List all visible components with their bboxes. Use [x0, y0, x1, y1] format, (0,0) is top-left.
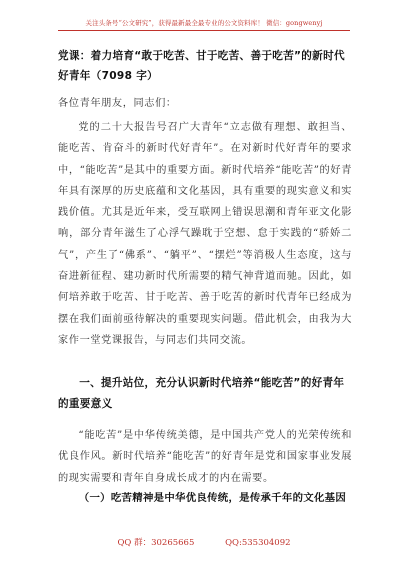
section-heading-1: 一、提升站位，充分认识新时代培养“能吃苦”的好青年的重要意义	[58, 377, 345, 410]
header-banner: 关注头条号“公文研究”，获得最新最全最专业的公文资料库！ 微信：gongwenyj	[85, 19, 323, 27]
footer-qq: QQ:535304092	[225, 538, 291, 548]
greeting: 各位青年朋友，同志们：	[58, 98, 177, 109]
footer-qq-group: QQ 群：30265665	[117, 538, 195, 548]
header-divider	[58, 30, 350, 31]
footer-contact	[0, 536, 408, 548]
paragraph-intro: 党的二十大报告号召广大青年“立志做有理想、敢担当、能吃苦、肯奋斗的新时代好青年”。在对新时代好青年的要求中，“能吃苦”是其中的重要方面。新时代培养“能吃苦”的好青年具有深厚的历史底蕴和文化基因，具有重要的现实意义和实践价值。尤其是近年来，受互联网上错误思潮和青年亚文化影响，部分青年滋生了心浮气躁耽于空想、怠于实践的“骄娇二气”，产生了“佛系”、“躺平”、“摆烂”等消极人生态度，这与奋进新征程、建功新时代所需要的精气神背道而驰。因此，如何培养敢于吃苦、甘于吃苦、善于吃苦的新时代青年已经成为摆在我们面前亟待解决的重要现实问题。借此机会，由我为大家作一堂党课报告，与同志们共同交流。	[58, 122, 352, 346]
subsection-heading-1: （一）吃苦精神是中华优良传统，是传承千年的文化基因	[78, 492, 347, 504]
paragraph-section-1: “能吃苦”是中华传统美德，是中国共产党人的光荣传统和优良作风。新时代培养“能吃苦”的好青年是党和国家事业发展的现实需要和青年自身成长成才的内在需要。	[58, 430, 352, 484]
document-title: 党课：着力培育“敢于吃苦、甘于吃苦、善于吃苦”的新时代好青年（7098 字）	[58, 50, 345, 82]
